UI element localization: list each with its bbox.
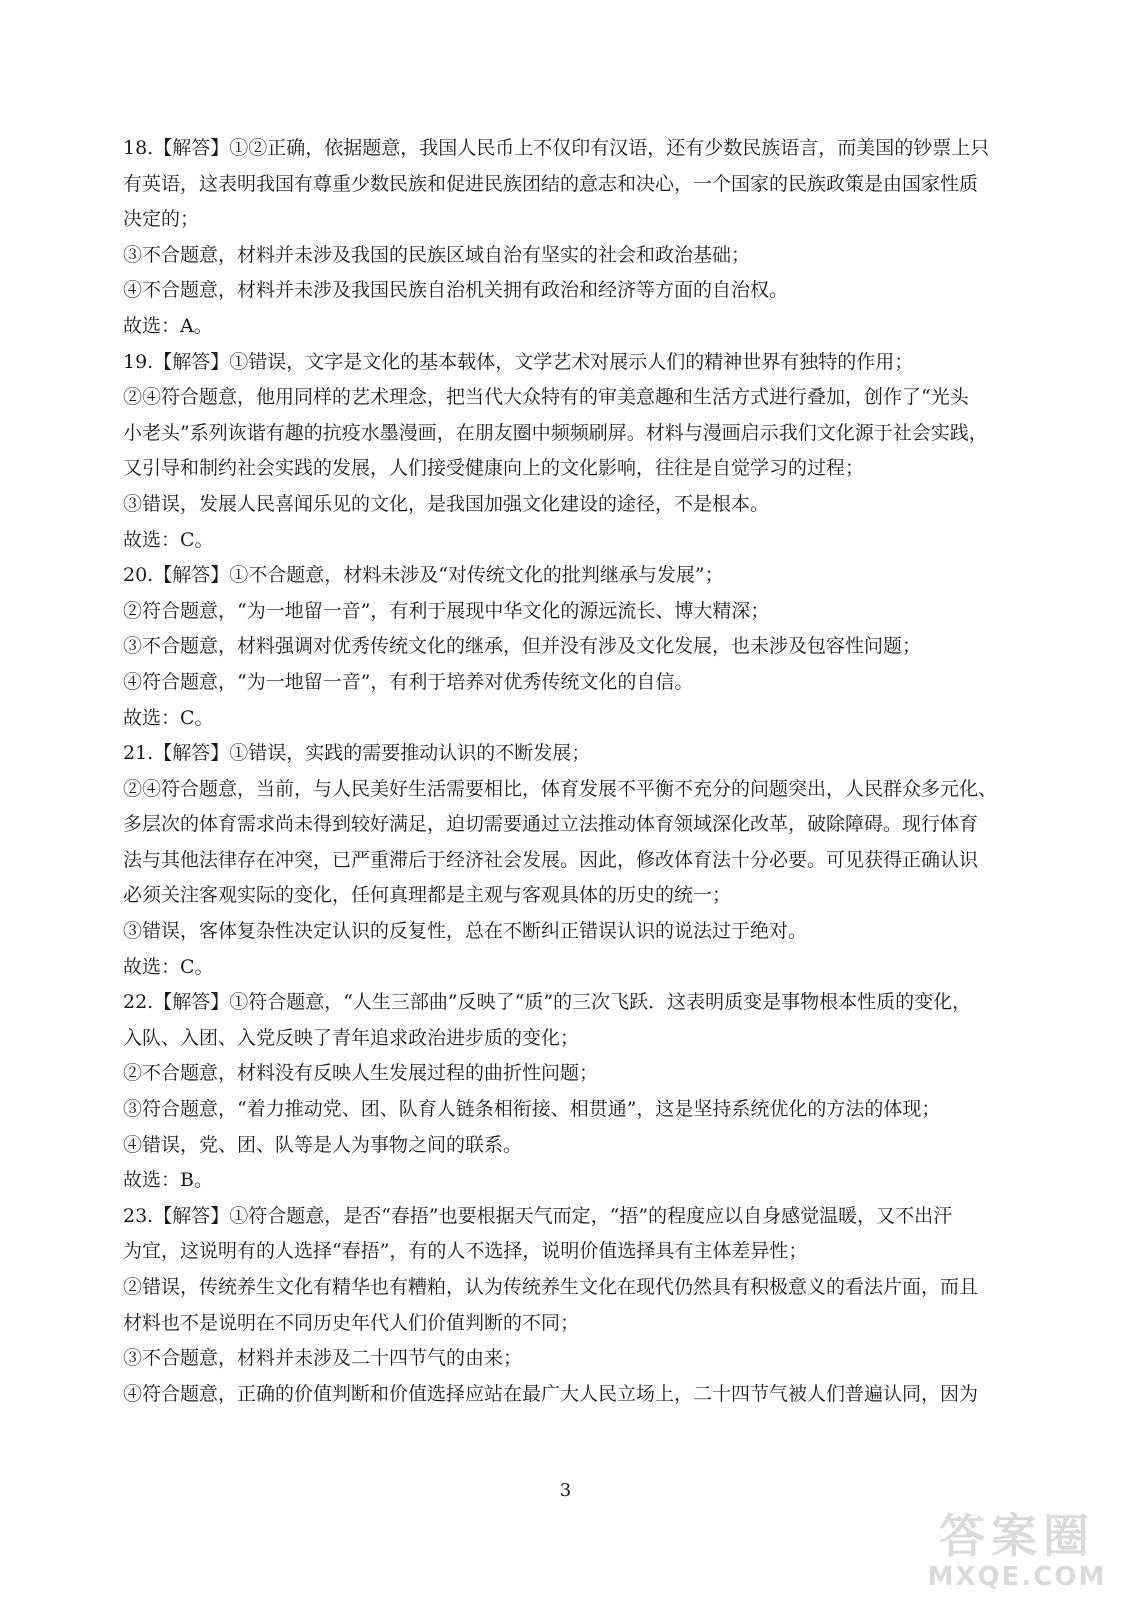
text-line: ③不合题意，材料强调对优秀传统文化的继承，但并没有涉及文化发展，也未涉及包容性问题； — [123, 635, 922, 658]
text-line: 又引导和制约社会实践的发展，人们接受健康向上的文化影响，往往是自觉学习的过程； — [123, 457, 865, 480]
text-line: 材料也不是说明在不同历史年代人们价值判断的不同； — [123, 1311, 580, 1334]
answer-text-body — [123, 131, 1035, 1412]
text-line: ②④符合题意，当前，与人民美好生活需要相比，体育发展不平衡不充分的问题突出，人民群众多元化、 — [123, 777, 998, 800]
text-line: ②不合题意，材料没有反映人生发展过程的曲折性问题； — [123, 1062, 599, 1085]
watermark-logo — [917, 1508, 1117, 1594]
text-line: ④错误，党、团、队等是人为事物之间的联系。 — [123, 1133, 523, 1156]
text-line: 22.【解答】①符合题意，“人生三部曲”反映了“质”的三次飞跃．这表明质变是事物根本性质的变化， — [123, 991, 972, 1014]
text-line: ③错误，客体复杂性决定认识的反复性，总在不断纠正错误认识的说法过于绝对。 — [123, 920, 808, 943]
text-line: 故选：C。 — [123, 955, 214, 978]
text-line: ④符合题意，“为一地留一音”，有利于培养对优秀传统文化的自信。 — [123, 670, 694, 693]
text-line: 入队、入团、入党反映了青年追求政治进步质的变化； — [123, 1026, 580, 1049]
text-line: 故选：C。 — [123, 528, 214, 551]
text-line: 决定的； — [123, 208, 200, 231]
text-line: 小老头”系列诙谐有趣的抗疫水墨漫画，在朋友圈中频频刷屏。材料与漫画启示我们文化源于社会实践， — [123, 421, 988, 444]
text-line: ③不合题意，材料并未涉及我国的民族区域自治有坚实的社会和政治基础； — [123, 243, 751, 266]
text-line: 23.【解答】①符合题意，是否“春捂”也要根据天气而定，“捂”的程度应以自身感觉温暖，又不出汗 — [123, 1204, 953, 1227]
text-line: 有英语，这表明我国有尊重少数民族和促进民族团结的意志和决心，一个国家的民族政策是由国家性质 — [123, 172, 979, 195]
text-line: 21.【解答】①错误，实践的需要推动认识的不断发展； — [123, 742, 591, 765]
text-line: ③错误，发展人民喜闻乐见的文化，是我国加强文化建设的途径，不是根本。 — [123, 492, 770, 515]
watermark-url: MXQE.COM — [927, 1562, 1107, 1592]
text-line: 必须关注客观实际的变化，任何真理都是主观与客观具体的历史的统一； — [123, 884, 732, 907]
page-number: 3 — [559, 1480, 572, 1501]
text-line: 19.【解答】①错误，文字是文化的基本载体，文学艺术对展示人们的精神世界有独特的作用； — [123, 350, 914, 373]
text-line: 故选：C。 — [123, 706, 214, 729]
watermark-logo-text: 答案圈 — [939, 1509, 1095, 1563]
text-line: 18.【解答】①②正确，依据题意，我国人民币上不仅印有汉语，还有少数民族语言，而美国的钞票上只 — [123, 137, 990, 159]
text-line: 法与其他法律存在冲突，已严重滞后于经济社会发展。因此，修改体育法十分必要。可见获得正确认识 — [123, 848, 979, 871]
text-line: ③不合题意，材料并未涉及二十四节气的由来； — [123, 1347, 523, 1370]
text-line: 20.【解答】①不合题意，材料未涉及“对传统文化的批判继承与发展”； — [123, 564, 724, 587]
text-line: 多层次的体育需求尚未得到较好满足，迫切需要通过立法推动体育领域深化改革，破除障碍。现行体育 — [123, 813, 979, 836]
text-line: ②错误，传统养生文化有精华也有糟粕，认为传统养生文化在现代仍然具有积极意义的看法片面，而且 — [123, 1276, 979, 1298]
text-line: 故选：B。 — [123, 1169, 213, 1192]
text-line: ②④符合题意，他用同样的艺术理念，把当代大众特有的审美意趣和生活方式进行叠加，创作了“光头 — [123, 386, 969, 409]
text-line: ④不合题意，材料并未涉及我国民族自治机关拥有政治和经济等方面的自治权。 — [123, 279, 789, 302]
text-line: 为宜，这说明有的人选择“春捂”，有的人不选择，说明价值选择具有主体差异性； — [123, 1240, 808, 1263]
text-line: ②符合题意，“为一地留一音”，有利于展现中华文化的源远流长、博大精深； — [123, 599, 770, 622]
text-line: ③符合题意，“着力推动党、团、队育人链条相衔接、相贯通”，这是坚持系统优化的方法的体现； — [123, 1098, 941, 1121]
text-line: 故选：A。 — [123, 314, 213, 337]
text-line: ④符合题意，正确的价值判断和价值选择应站在最广大人民立场上，二十四节气被人们普遍认同，因为 — [123, 1382, 979, 1405]
